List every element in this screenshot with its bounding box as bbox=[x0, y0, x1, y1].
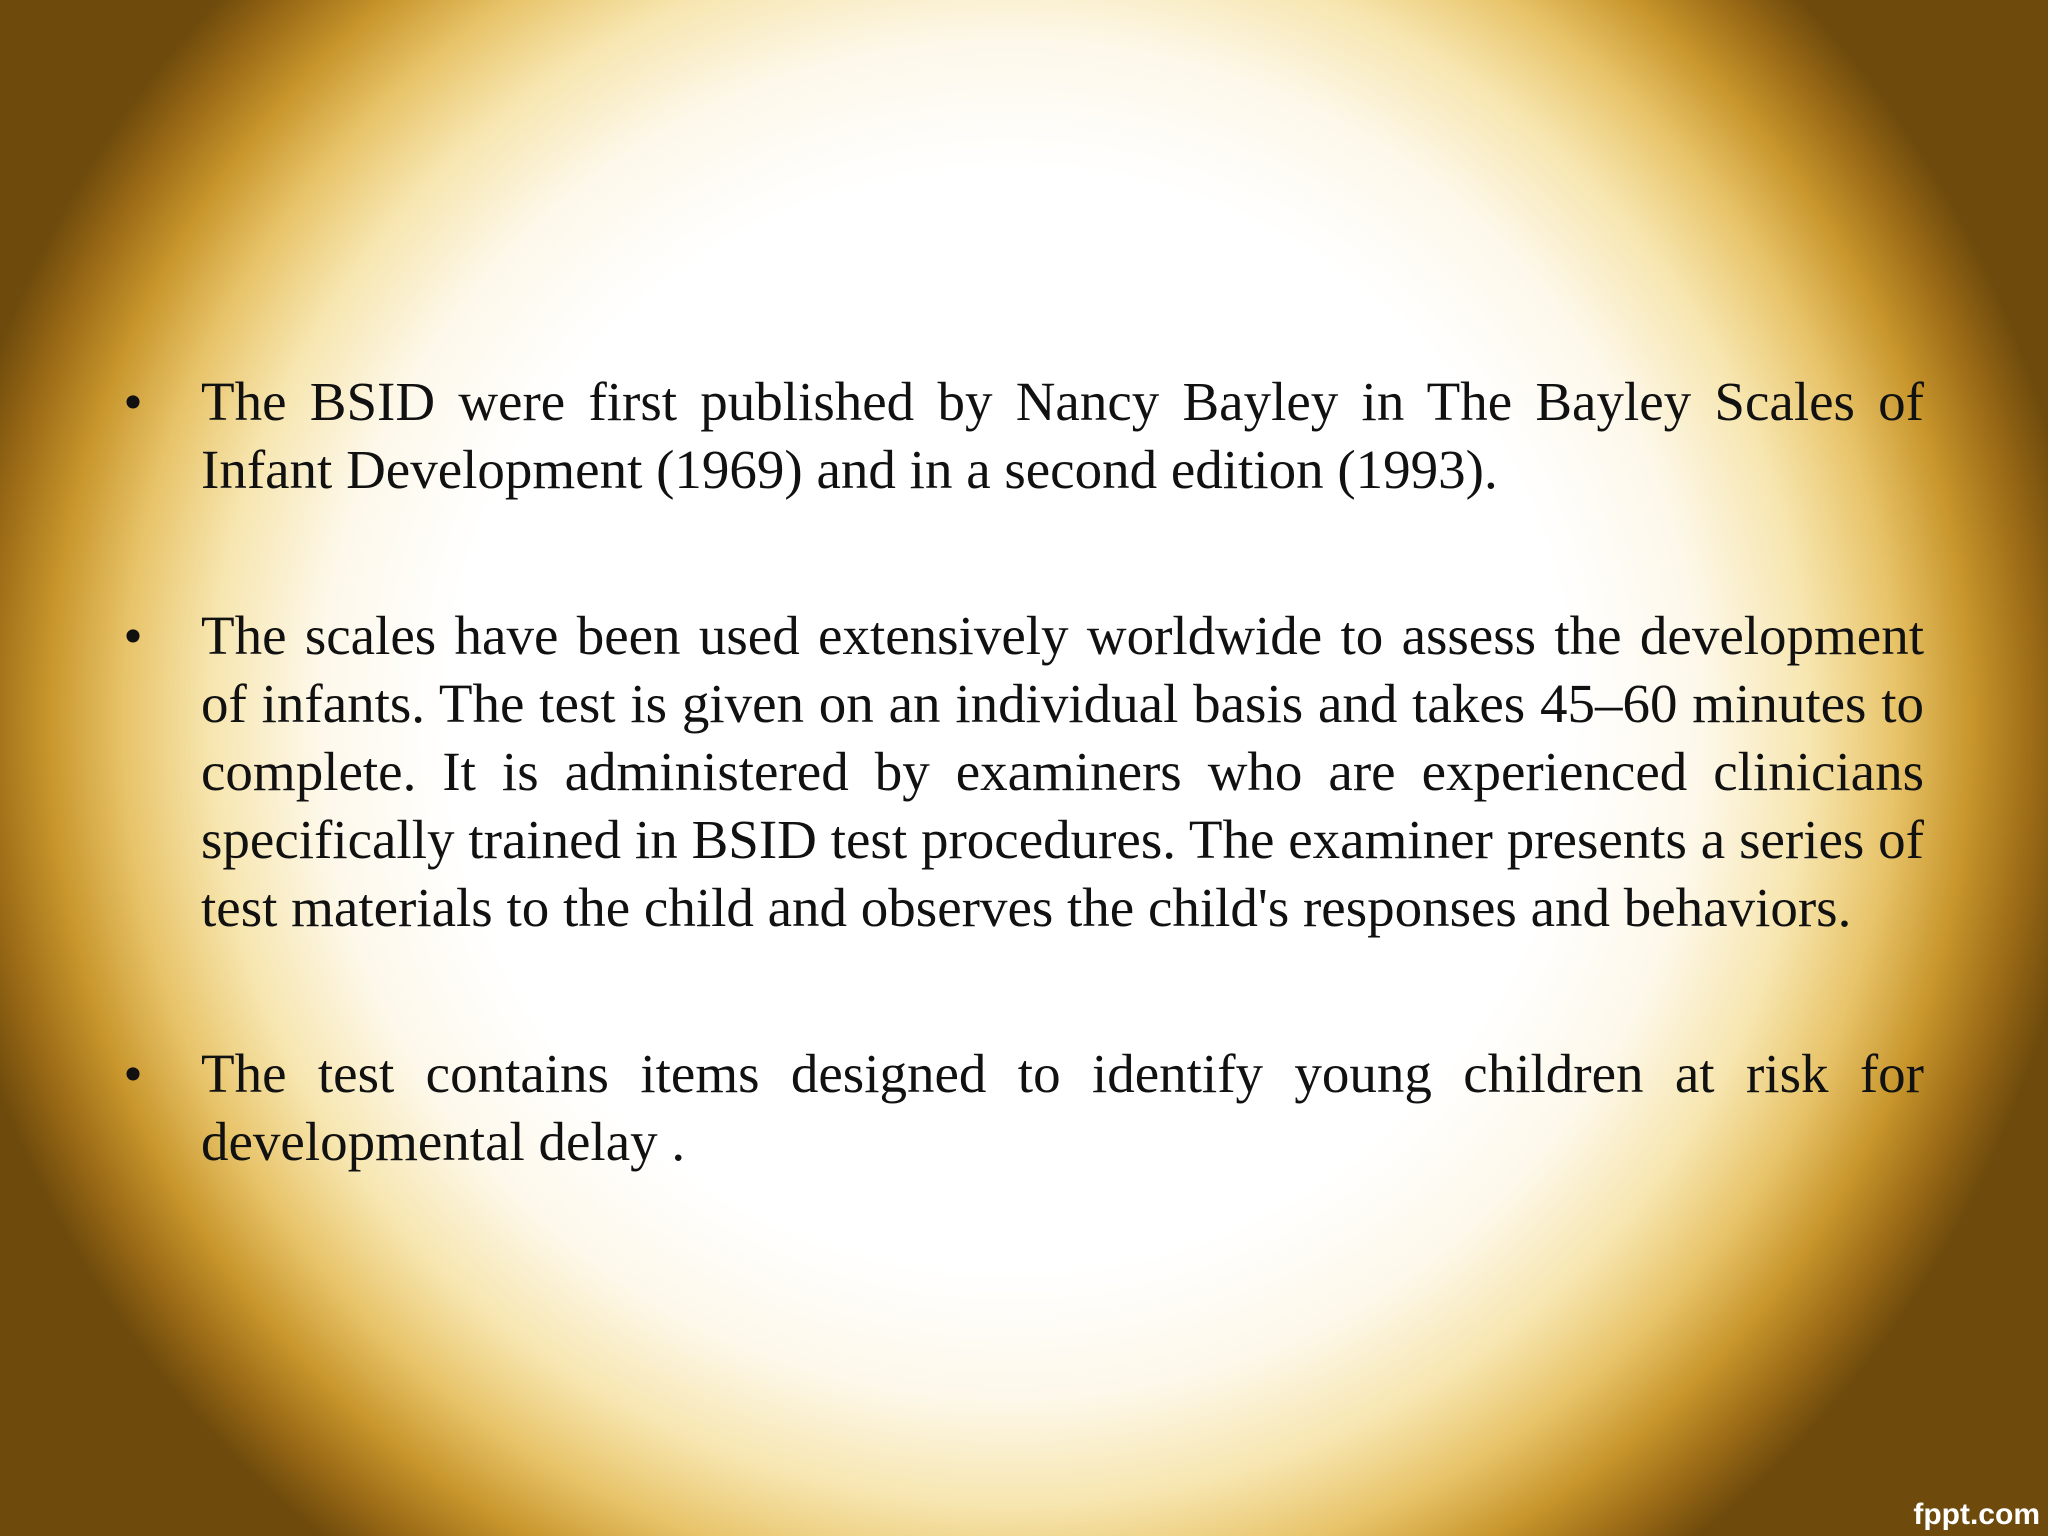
bullet-item bbox=[118, 602, 1924, 942]
bullet-icon: • bbox=[123, 1043, 143, 1104]
bullet-item bbox=[118, 1040, 1924, 1176]
bullet-item bbox=[118, 368, 1924, 504]
bullet-text: The scales have been used extensively worldwide to assess the development of infants. The test is given on an individual basis and takes 45–60 minutes to complete. It is administered by examiners who are experienced clinicians specifically trained in BSID test procedures. The examiner presents a series of test materials to the child and observes the child's responses and behaviors. bbox=[201, 605, 1924, 938]
bullet-text: The BSID were first published by Nancy Bayley in The Bayley Scales of Infant Development (1969) and in a second edition (1993). bbox=[201, 371, 1924, 500]
slide-content bbox=[118, 368, 1924, 1176]
bullet-text: The test contains items designed to identify young children at risk for developmental delay . bbox=[201, 1043, 1924, 1172]
bullet-icon: • bbox=[123, 605, 143, 666]
watermark: fppt.com bbox=[1913, 1498, 2040, 1531]
bullet-icon: • bbox=[123, 371, 143, 432]
bullet-list bbox=[118, 368, 1924, 1176]
